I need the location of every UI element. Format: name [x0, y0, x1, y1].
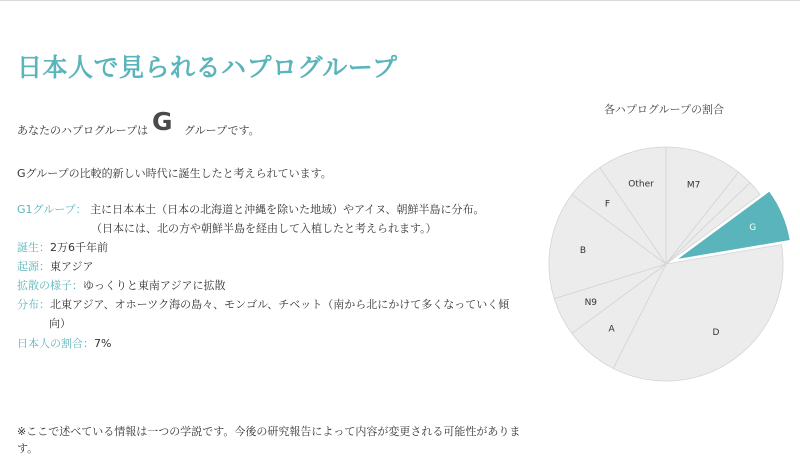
birth-row [17, 239, 108, 255]
disclaimer-note: ※ここで述べている情報は一つの学説です。今後の研究報告によって内容が変更される可能性がありま [17, 425, 521, 438]
page-title: 日本人で見られるハプログループ [17, 53, 398, 82]
your-group-suffix: グループです。 [184, 124, 260, 137]
ratio-row [17, 335, 111, 351]
pie-label-a: A [608, 324, 615, 335]
distribution-value-continued: 向） [49, 317, 71, 330]
distribution-value: 北東アジア、オホーツク海の島々、モンゴル、チベット（南から北にかけて多くなっていく傾 [50, 298, 510, 311]
spread-row [17, 277, 225, 293]
g1-row [17, 201, 485, 217]
chart-title: 各ハプログループの割合 [603, 103, 725, 116]
spread-label: 拡散の様子： [17, 279, 83, 292]
origin-label: 起源： [17, 260, 50, 273]
your-group-letter: G [152, 107, 173, 136]
g1-text: 主に日本本土（日本の北海道と沖縄を除いた地域）やアイヌ、朝鮮半島に分布。 [90, 203, 485, 216]
top-divider [0, 0, 800, 1]
pie-label-f: F [604, 199, 611, 210]
haplogroup-pie-chart [540, 140, 800, 390]
origin-value: 東アジア [50, 260, 94, 273]
ratio-value: 7% [94, 337, 112, 350]
pie-label-n9: N9 [584, 297, 598, 308]
birth-value: 2万6千年前 [50, 241, 108, 254]
pie-label-d: D [712, 327, 720, 338]
pie-label-other: Other [628, 179, 654, 190]
pie-label-g: G [749, 223, 757, 234]
origin-row [17, 258, 94, 274]
pie-label-m7: M7 [686, 180, 701, 191]
distribution-label: 分布： [17, 298, 50, 311]
intro-text: Gグループの比較的新しい時代に誕生したと考えられています。 [17, 167, 332, 180]
your-group-prefix: あなたのハプログループは [17, 124, 149, 137]
distribution-row [17, 296, 509, 312]
spread-value: ゆっくりと東南アジアに拡散 [83, 279, 226, 292]
pie-label-b: B [579, 245, 587, 256]
disclaimer-note-continued: す。 [17, 442, 39, 455]
birth-label: 誕生： [17, 241, 50, 254]
g1-label: G1グループ： [17, 203, 87, 216]
g1-text-continued: （日本には、北の方や朝鮮半島を経由して入植したと考えられます。） [91, 222, 437, 235]
ratio-label: 日本人の割合： [17, 337, 94, 350]
